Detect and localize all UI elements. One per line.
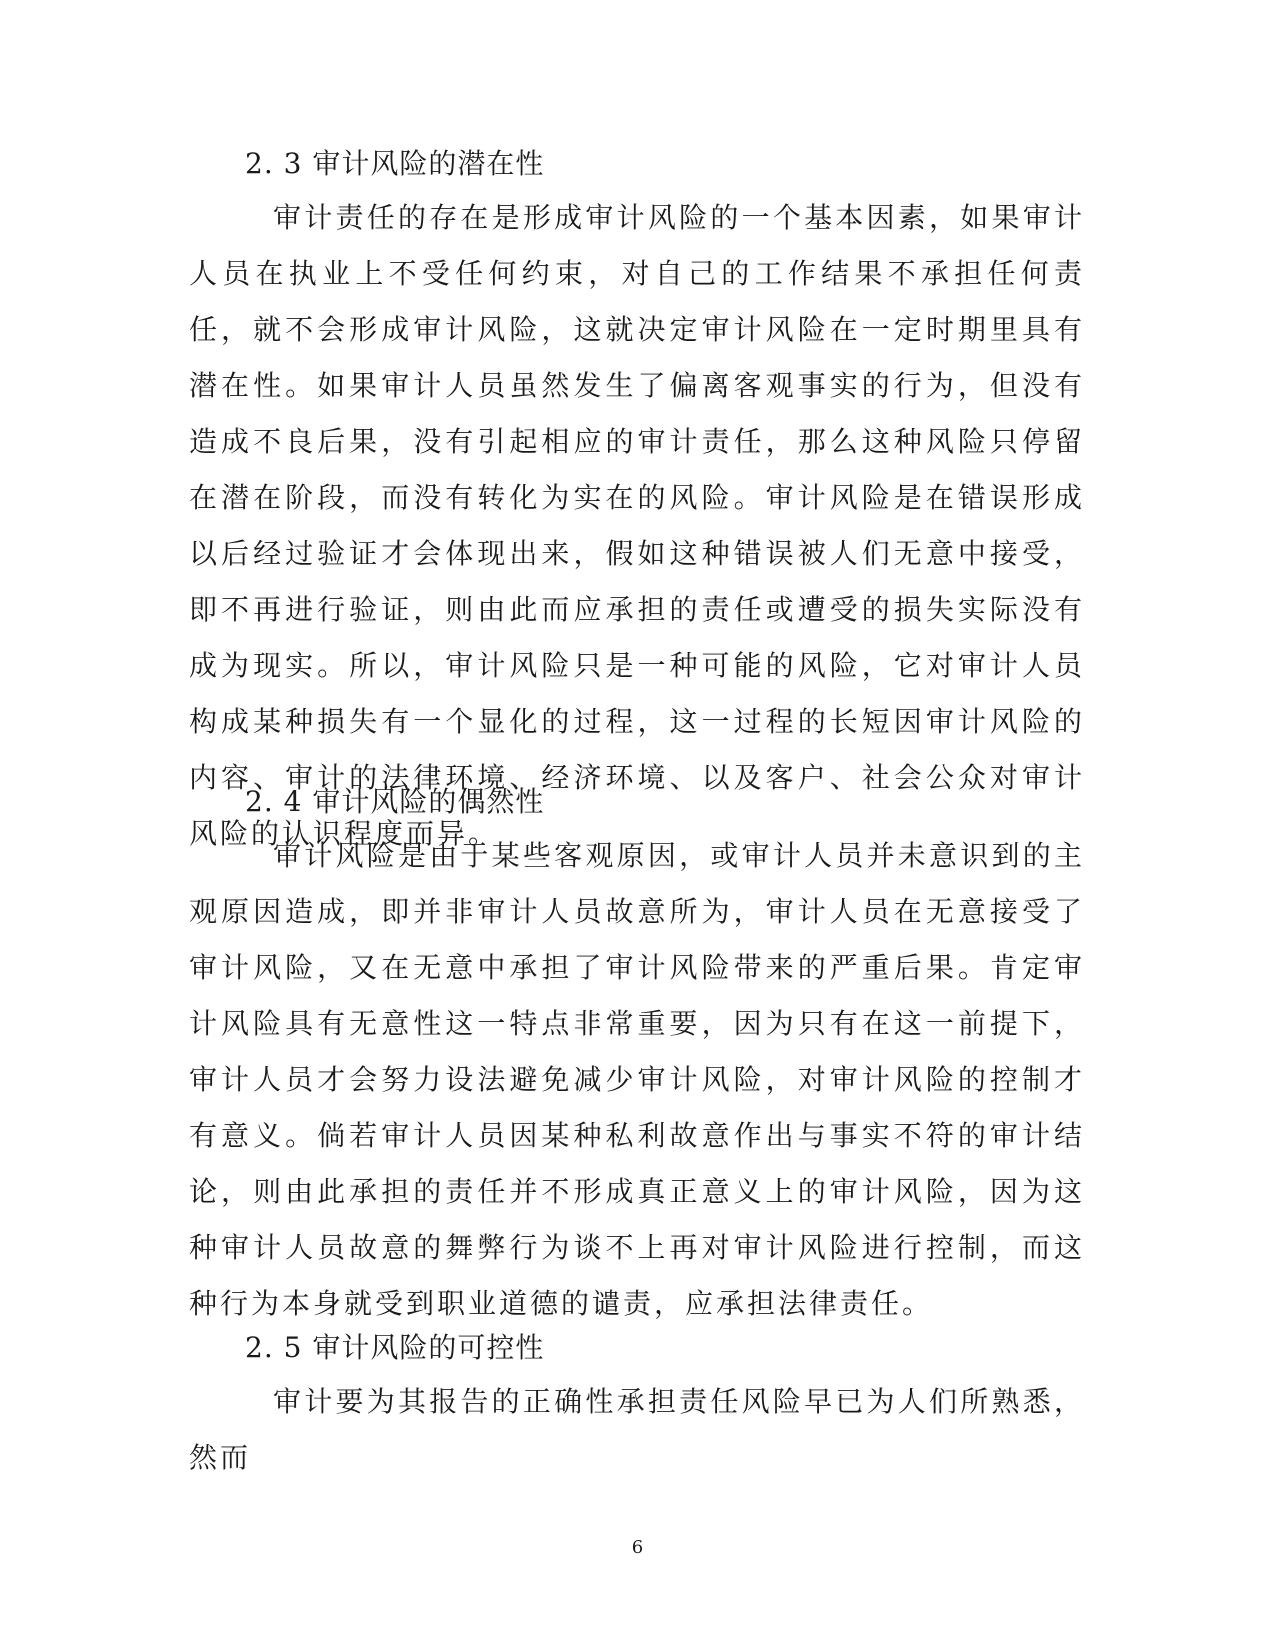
section-heading-2-4: 2. 4 审计风险的偶然性 <box>245 785 545 818</box>
section-heading-2-3: 2. 3 审计风险的潜在性 <box>245 147 545 180</box>
page-number: 6 <box>631 1537 644 1558</box>
section-body-2-5: 审计要为其报告的正确性承担责任风险早已为人们所熟悉，然而 <box>189 1385 1085 1474</box>
section-body-2-4: 审计风险是由于某些客观原因，或审计人员并未意识到的主观原因造成，即并非审计人员故意所为，审计人员在无意接受了审计风险，又在无意中承担了审计风险带来的严重后果。肯定审计风险具有无意性这一特点非常重要，因为只有在这一前提下，审计人员才会努力设法避免减少审计风险，对审计风险的控制才有意义。倘若审计人员因某种私利故意作出与事实不符的审计结论，则由此承担的责任并不形成真正意义上的审计风险，因为这种审计人员故意的舞弊行为谈不上再对审计风险进行控制，而这种行为本身就受到职业道德的谴责，应承担法律责任。 <box>189 839 1085 1320</box>
section-body-2-3: 审计责任的存在是形成审计风险的一个基本因素，如果审计人员在执业上不受任何约束，对自己的工作结果不承担任何责任，就不会形成审计风险，这就决定审计风险在一定时期里具有潜在性。如果审计人员虽然发生了偏离客观事实的行为，但没有造成不良后果，没有引起相应的审计责任，那么这种风险只停留在潜在阶段，而没有转化为实在的风险。审计风险是在错误形成以后经过验证才会体现出来，假如这种错误被人们无意中接受，即不再进行验证，则由此而应承担的责任或遭受的损失实际没有成为现实。所以，审计风险只是一种可能的风险，它对审计人员构成某种损失有一个显化的过程，这一过程的长短因审计风险的内容、审计的法律环境、经济环境、以及客户、社会公众对审计风险的认识程度而异。 <box>189 201 1085 850</box>
section-heading-2-5: 2. 5 审计风险的可控性 <box>245 1331 545 1364</box>
